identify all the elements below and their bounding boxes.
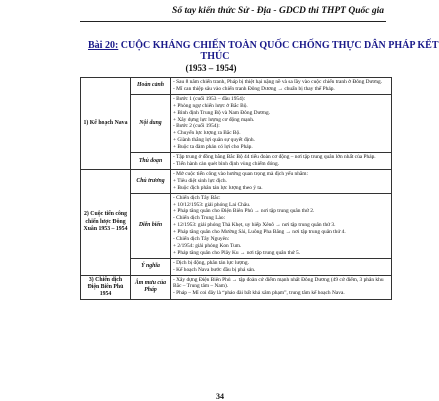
content-line: + Tiêu diệt sinh lực địch. <box>173 177 227 184</box>
table-row <box>81 275 392 300</box>
content-line: - Chiến dịch Tây Bắc: <box>173 194 221 201</box>
row-content <box>171 169 392 193</box>
content-line: + Buộc ta đàm phán có lợi cho Pháp. <box>173 144 253 151</box>
content-line: + Phòng ngự chiến lược ở Bắc Bộ. <box>173 102 248 109</box>
summary-table <box>80 77 392 300</box>
section-title: 2) Cuộc tiến công chiến lược Đông Xuân 1953 – 1954 <box>81 169 131 275</box>
lesson-title-line2: THÚC <box>200 51 230 62</box>
lesson-title <box>88 40 439 51</box>
content-line: - Sau 8 năm chiến tranh, Pháp bị thiệt hại nặng nề và sa lầy vào cuộc chiến tranh ở Đông Dương. <box>173 79 383 85</box>
content-line: + Pháp tăng quân cho Điện Biên Phủ → nơi tập trung quân thứ 2. <box>173 208 315 215</box>
row-content <box>171 193 392 258</box>
content-line: + Buộc địch phân tán lực lượng theo ý ta. <box>173 184 263 191</box>
content-line: + Pháp tăng quân cho Plây Ku → nơi tập trung quân thứ 5. <box>173 249 301 256</box>
header-rule <box>80 21 386 22</box>
row-label: Ý nghĩa <box>131 258 171 275</box>
content-line: - Mĩ can thiệp sâu vào chiến tranh Đông Dương → chuẩn bị thay thế Pháp. <box>173 85 335 92</box>
row-content <box>171 78 392 95</box>
page-number: 34 <box>216 392 224 401</box>
row-content <box>171 94 392 152</box>
content-line: - Chiến dịch Trung Lào: <box>173 215 226 222</box>
page-header <box>80 6 394 24</box>
table-row <box>81 169 392 193</box>
content-line: + Xây dựng lực lượng cơ động mạnh. <box>173 116 255 123</box>
content-line: - Bước 1 (cuối 1953 – đầu 1954): <box>173 95 246 102</box>
content-line: - Tiến hành càn quét bình định vùng chiếm đóng. <box>173 160 280 167</box>
row-label: Thủ đoạn <box>131 153 171 170</box>
lesson-number: Bài 20: <box>88 40 119 51</box>
content-line: - Bước 2 (cuối 1954): <box>173 123 220 130</box>
content-line: + 2/1954: giải phóng Kon Tum. <box>173 242 242 249</box>
row-content <box>171 153 392 170</box>
lesson-title-line1: CUỘC KHÁNG CHIẾN TOÀN QUỐC CHỐNG THỰC DÂN PHÁP KẾT <box>118 40 439 51</box>
content-line: + Chuyển lực lượng ra Bắc Bộ. <box>173 130 241 137</box>
lesson-years: (1953 – 1954) <box>185 63 237 73</box>
content-line: + 10/12/1953: giải phóng Lai Châu. <box>173 201 251 208</box>
content-line: - Dịch bị động, phân tán lực lượng. <box>173 259 249 266</box>
content-line: - Pháp – Mĩ coi đây là “pháo đài bất khả xâm phạm”, trung tâm kế hoạch Nava. <box>173 290 345 297</box>
row-label: Nội dung <box>131 94 171 152</box>
row-label: Âm mưu của Pháp <box>131 275 171 300</box>
content-line: + Bình định Trung Bộ và Nam Đông Dương. <box>173 109 271 116</box>
content-line: + Giành thắng lợi quân sự quyết định. <box>173 137 255 144</box>
row-label: Chủ trương <box>131 169 171 193</box>
content-line: - Tập trung ở đồng bằng Bắc Bộ 44 tiểu đoàn cơ động – nơi tập trung quân lớn nhất của Pháp. <box>173 154 376 161</box>
content-line: + 12/1953: giải phóng Thà Khẹt, uy hiếp Xênô → nơi tập trung quân thứ 3. <box>173 222 336 229</box>
content-line: - Kế hoạch Nava bước đầu bị phá sản. <box>173 266 256 273</box>
content-line: + Pháp tăng quân cho Mường Sài, Luông Pha Băng → nơi tập trung quân thứ 4. <box>173 229 346 236</box>
table-row <box>81 78 392 95</box>
section-title: 3) Chiến dịch Điện Biên Phủ 1954 <box>81 275 131 300</box>
section-title: 1) Kế hoạch Nava <box>81 78 131 170</box>
row-label: Hoàn cảnh <box>131 78 171 95</box>
content-line: - Xây dựng Điện Biên Phủ → tập đoàn cứ điểm mạnh nhất Đông Dương (49 cứ điểm, 3 phân khu Bắc – Trung tâm – Nam). <box>173 276 384 290</box>
content-line: - Mở cuộc tiến công vào hướng quan trọng mà địch yếu nhằm: <box>173 170 308 177</box>
content-line: - Chiến dịch Tây Nguyên: <box>173 236 230 243</box>
row-content <box>171 258 392 275</box>
row-content <box>171 275 392 300</box>
row-label: Diễn biến <box>131 193 171 258</box>
header-title: Sổ tay kiến thức Sử - Địa - GDCD thi THPT Quốc gia <box>172 6 384 16</box>
